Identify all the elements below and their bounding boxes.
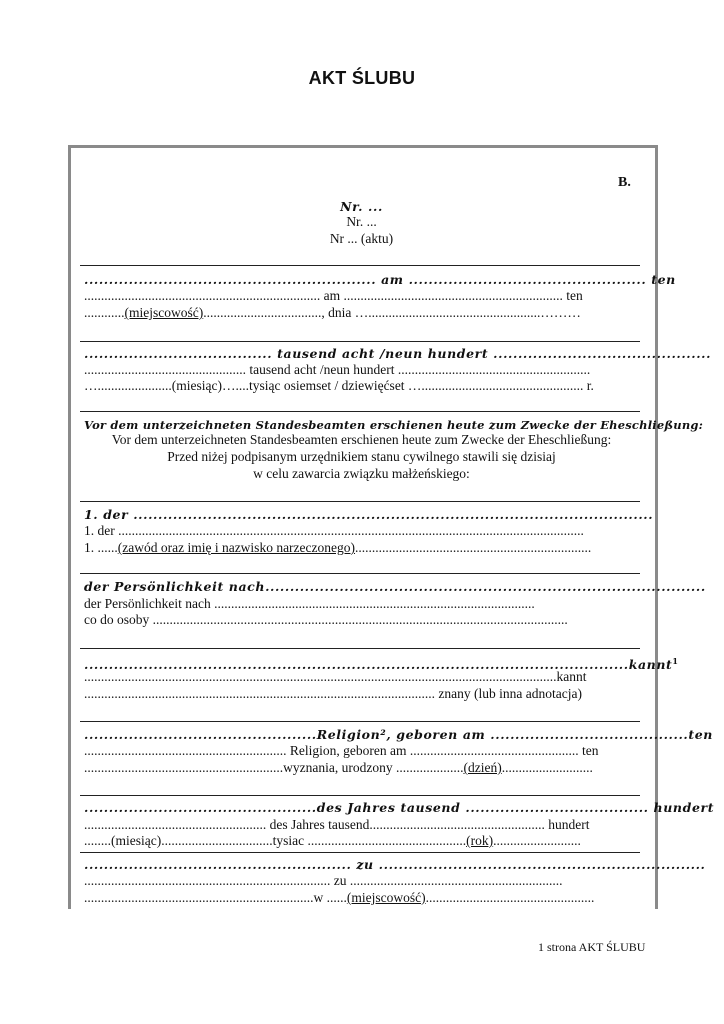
placeholder-label: (miejscowość) xyxy=(124,305,204,320)
s5-plain: der Persönlichkeit nach ............................................................................................... xyxy=(84,596,535,611)
s2-polish: …......................(miesiąc)…....tysiąc osiemset / dziewięćset …................................................ r. xyxy=(84,378,594,393)
s3-gothic: Vor dem unterzeichneten Standesbeamten erschienen heute zum Zwecke der Eheschließung: xyxy=(84,418,704,432)
section-divider xyxy=(80,721,640,722)
section-divider xyxy=(80,501,640,502)
section-divider xyxy=(80,852,640,853)
section-divider xyxy=(80,648,640,649)
s5-polish: co do osoby ........................................................................................................................... xyxy=(84,612,568,627)
page-footer: 1 strona AKT ŚLUBU xyxy=(538,940,646,954)
s4-polish: 1. ......(zawód oraz imię i nazwisko narzeczonego)...................................................................... xyxy=(84,540,592,555)
s1-polish: ............(miejscowość)..................................., dnia …...................................................……… xyxy=(84,305,581,320)
s2-gothic: ...................................... tausend acht /neun hundert ............................................ xyxy=(84,346,712,361)
nr-gothic: Nr. ... xyxy=(340,199,383,214)
s8-gothic: ...............................................des Jahres tausend ..................................... hundert xyxy=(84,800,715,815)
s9-gothic: ...................................................... zu .................................................................. xyxy=(84,857,706,872)
placeholder-label: (zawód oraz imię i nazwisko narzeczonego) xyxy=(117,540,356,555)
s3-german: Vor dem unterzeichneten Standesbeamten erschienen heute zum Zwecke der Eheschließung: xyxy=(111,432,612,447)
placeholder-label: (miejscowość) xyxy=(346,890,426,905)
section-divider xyxy=(80,411,640,412)
placeholder-label: (dzień) xyxy=(463,760,502,775)
s1-plain: ...................................................................... am ................................................................. ten xyxy=(84,288,583,303)
s6-gothic: ..............................................................................................................kannt$^1$ xyxy=(84,656,679,673)
placeholder-label: (miesiąc) xyxy=(171,378,222,393)
section-divider xyxy=(80,341,640,342)
s5-gothic: der Persönlichkeit nach......................................................................................... xyxy=(84,579,706,594)
s3-polish-1: Przed niżej podpisanym urzędnikiem stanu cywilnego stawili się dzisiaj xyxy=(167,449,556,464)
corner-mark: B. xyxy=(618,175,631,190)
s4-gothic: 1. der ......................................................................................................... xyxy=(84,507,654,522)
s7-polish: ...........................................................wyznania, urodzony ....................(dzień)........................... xyxy=(84,760,593,775)
s6-polish: ........................................................................................................ znany (lub inna adnotacja) xyxy=(84,686,582,701)
s3-polish-2: w celu zawarcia związku małżeńskiego: xyxy=(253,466,470,481)
section-divider xyxy=(80,795,640,796)
placeholder-label: (miesiąc) xyxy=(111,833,162,848)
s1-gothic: ........................................................... am ................................................ ten xyxy=(84,272,676,287)
s4-plain: 1. der .......................................................................................................................................... xyxy=(84,523,584,538)
nr-polish: Nr ... (aktu) xyxy=(329,231,394,246)
s6-plain: ............................................................................................................................................kannt xyxy=(84,669,587,684)
s7-plain: ............................................................ Religion, geboren am .................................................. ten xyxy=(84,743,599,758)
page-title: AKT ŚLUBU xyxy=(308,68,416,88)
s9-polish: ....................................................................w ......(miejscowość).................................................. xyxy=(84,890,595,905)
placeholder-label: (rok) xyxy=(466,833,494,848)
s8-plain: ...................................................... des Jahres tausend.................................................... hundert xyxy=(84,817,590,832)
section-divider xyxy=(80,265,640,266)
section-divider xyxy=(80,573,640,574)
s7-gothic: ...............................................Religion², geboren am ........................................ten xyxy=(84,727,713,742)
s9-plain: ......................................................................... zu ............................................................... xyxy=(84,873,563,888)
s2-plain: ................................................ tausend acht /neun hundert ......................................................... xyxy=(84,362,591,377)
nr-plain: Nr. ... xyxy=(346,214,377,229)
s8-polish: ........(miesiąc).................................tysiac ...............................................(rok).......................... xyxy=(84,833,581,848)
